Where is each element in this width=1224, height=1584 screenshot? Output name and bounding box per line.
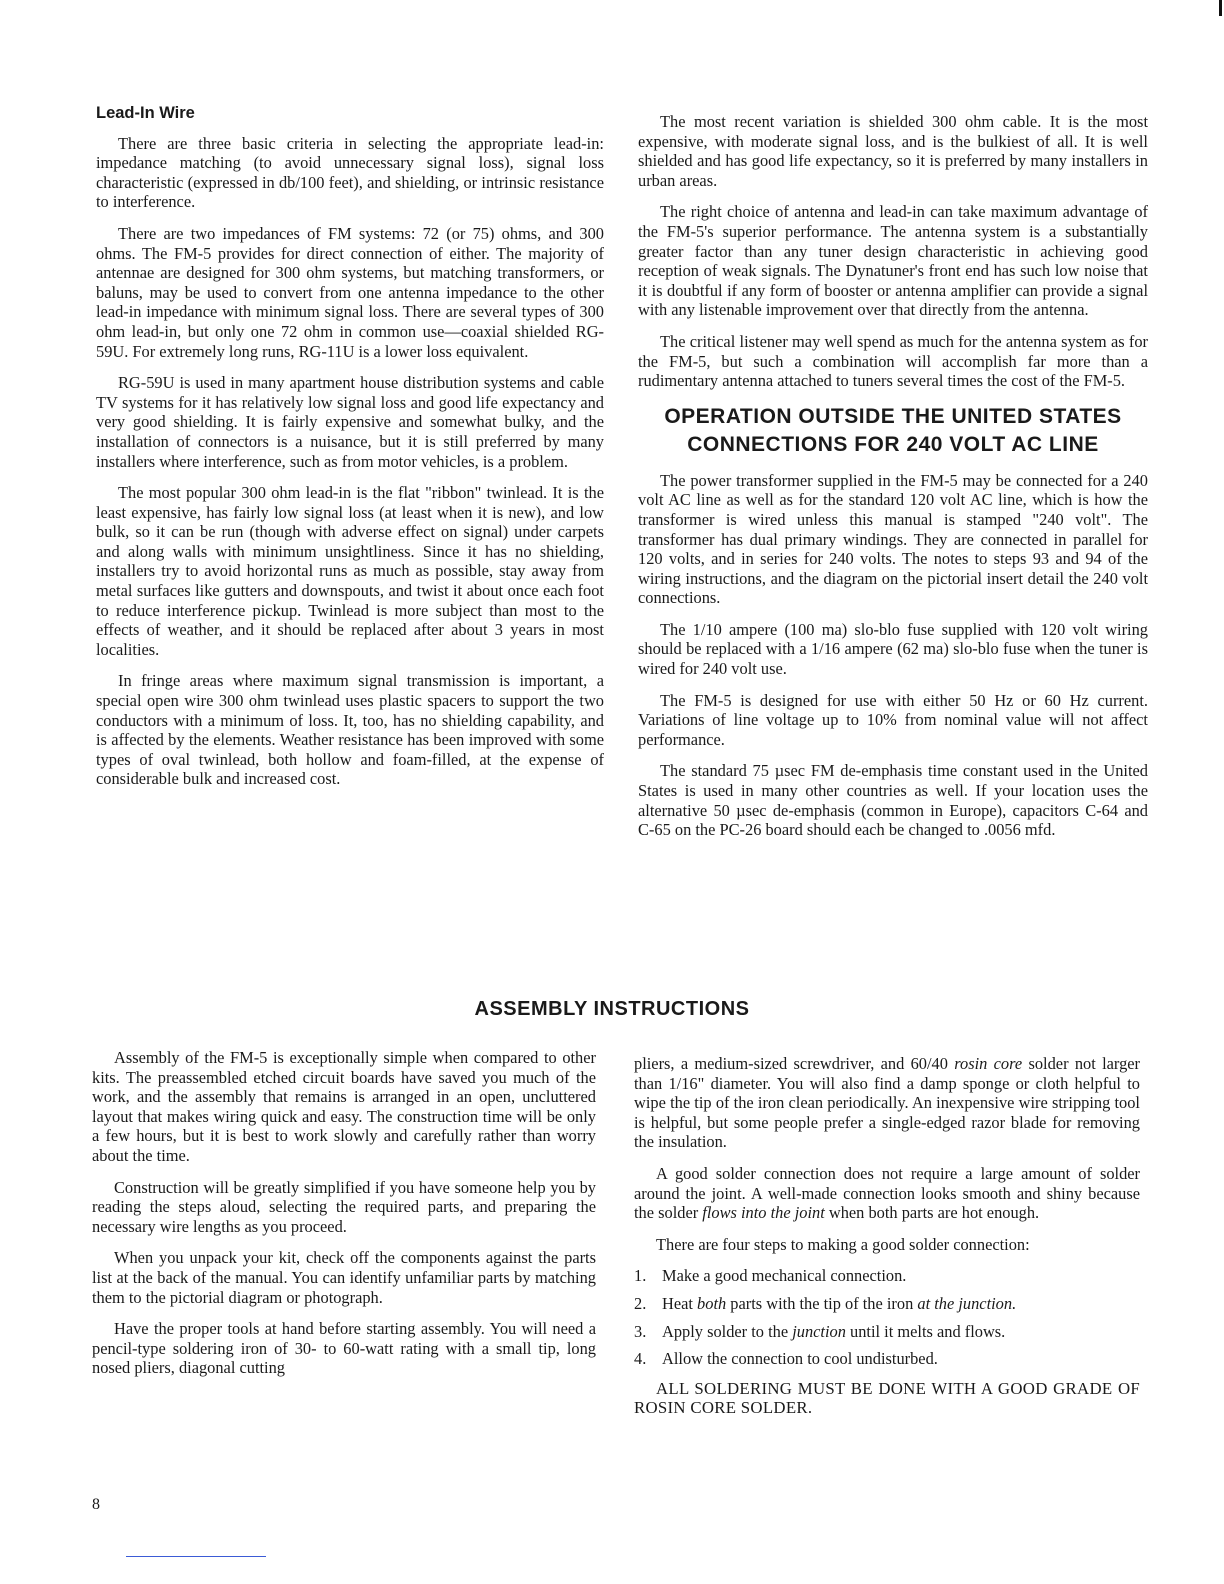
step-number: 3. [634,1321,647,1341]
right-column-top [638,112,1148,852]
text-run: A good solder connection does not require a large amount of solder around the joint. A well-made connection looks smooth and shiny because the solder [634,1163,1140,1223]
paragraph: The 1/10 ampere (100 ma) slo-blo fuse supplied with 120 volt wiring should be replaced with a 1/16 ampere (62 ma) slo-blo fuse when the tuner is wired for 240 volt use. [638,619,1148,679]
heading-line: OPERATION OUTSIDE THE UNITED STATES [664,404,1122,428]
text-run: Heat [662,1293,698,1313]
left-column-top [96,104,604,801]
text-run: parts with the tip of the iron [726,1293,918,1313]
paragraph [634,1054,1140,1152]
paragraph: In fringe areas where maximum signal transmission is important, a special open wire 300 ohm twinlead uses plastic spacers to support the two conductors with a minimum of loss. It, too, has no shielding capability, and is affected by the elements. Weather resistance has been improved with some types of oval twinlead, both hollow and foam-filled, at the expense of considerable bulk and increased cost. [96,671,604,789]
operation-outside-us-heading [638,403,1148,459]
scan-edge-line [126,1556,266,1557]
list-item [634,1349,1140,1369]
paragraph: The standard 75 µsec FM de-emphasis time constant used in the United States is used in many other countries as well. If your location uses the alternative 50 µsec de-emphasis (common in Europe), capacitors C-64 and C-65 on the PC-26 board should each be changed to .0056 mfd. [638,761,1148,840]
heading-line: CONNECTIONS FOR 240 VOLT AC LINE [687,432,1099,456]
scan-edge-mark [1219,0,1222,16]
emphasis: at the junction. [917,1293,1017,1313]
text-run: pliers, a medium-sized screwdriver, and 60/40 [634,1054,955,1073]
paragraph: When you unpack your kit, check off the components against the parts list at the back of the manual. You can identify unfamiliar parts by matching them to the pictorial diagram or photograph. [92,1248,596,1307]
paragraph: There are two impedances of FM systems: 72 (or 75) ohms, and 300 ohms. The FM-5 provides for direct connection of either. The majority of antennae are designed for 300 ohm systems, but matching transformers, or baluns, may be used to convert from one antenna impedance to the other lead-in impedance with minimum signal loss. There are several types of 300 ohm lead-in, but only one 72 ohm in common use—coaxial shielded RG-59U. For extremely long runs, RG-11U is a lower loss equivalent. [96,223,604,361]
text-run: until it melts and flows. [845,1321,1006,1341]
text-run: solder not larger than 1/16" diameter. You will also find a damp sponge or cloth helpful to wipe the tip of the iron clean periodically. An inexpensive wire stripping tool is helpful, but some people prefer a single-edged razor blade for removing the insulation. [634,1054,1140,1152]
paragraph: The FM-5 is designed for use with either 50 Hz or 60 Hz current. Variations of line voltage up to 10% from nominal value will not affect performance. [638,690,1148,749]
paragraph: The most popular 300 ohm lead-in is the flat "ribbon" twinlead. It is the least expensive, has fairly low signal loss (at least when it is new), and low bulk, so it can be run (though with adverse effect on signal) under carpets and along walls with minimum unsightliness. Since it has no shielding, installers try to avoid horizontal runs as much as possible, stay away from metal surfaces like gutters and downspouts, and twist it about once each foot to reduce interference pickup. Twinlead is more subject than most to the effects of weather, and it should be replaced after about 3 years in most localities. [96,483,604,659]
text-run: Apply solder to the [662,1321,793,1341]
paragraph: Construction will be greatly simplified if you have someone help you by reading the steps aloud, selecting the required parts, and preparing the necessary wire lengths as you proceed. [92,1177,596,1236]
solder-steps-list [634,1266,1140,1368]
list-item [634,1294,1140,1314]
lead-in-wire-heading: Lead-In Wire [96,104,195,122]
list-item [634,1266,1140,1286]
soldering-warning: ALL SOLDERING MUST BE DONE WITH A GOOD GRADE OF ROSIN CORE SOLDER. [634,1378,1140,1418]
step-text [662,1349,938,1369]
paragraph: The most recent variation is shielded 300 ohm cable. It is the most expensive, with moderate signal loss, and is the bulkiest of all. It is well shielded and has good life expectancy, so it is preferred by many installers in urban areas. [638,112,1148,190]
paragraph: The right choice of antenna and lead-in can take maximum advantage of the FM-5's superior performance. The antenna system is a substantially greater factor than any tuner design characteristic in achieving good reception of weak signals. The Dynatuner's front end has such low noise that it is doubtful if any form of booster or antenna amplifier can provide a signal with any listenable improvement over that directly from the antenna. [638,202,1148,320]
emphasis: rosin core [954,1054,1023,1073]
assembly-right-column [634,1054,1140,1430]
emphasis: both [697,1293,727,1313]
emphasis: junction [792,1321,846,1341]
text-run: Make a good mechanical connection. [662,1266,907,1286]
step-text [662,1266,906,1286]
text-run: Allow the connection to cool undisturbed. [662,1349,938,1369]
assembly-instructions-heading: ASSEMBLY INSTRUCTIONS [474,998,750,1020]
step-text [662,1294,1016,1314]
text-run: when both parts are hot enough. [824,1203,1040,1223]
paragraph: The power transformer supplied in the FM-5 may be connected for a 240 volt AC line as well as for the standard 120 volt AC line, which is how the transformer is wired unless this manual is stamped "240 volt". The transformer has dual primary windings. They are connected in parallel for 120 volts, and in series for 240 volts. The notes to steps 93 and 94 of the wiring instructions, and the diagram on the pictorial insert detail the 240 volt connections. [638,470,1148,608]
paragraph: There are three basic criteria in selecting the appropriate lead-in: impedance matching (to avoid unnecessary signal loss), signal loss characteristic (expressed in db/100 feet), and shielding, or intrinsic resistance to interference. [96,133,604,212]
step-number: 2. [634,1293,647,1313]
paragraph: RG-59U is used in many apartment house distribution systems and cable TV systems for it has relatively low signal loss and good life expectancy and very good shielding. It is fairly expensive and somewhat bulky, and the installation of connectors is a nuisance, but it is still preferred by many installers where interference, such as from motor vehicles, is a problem. [96,373,604,471]
paragraph: Have the proper tools at hand before starting assembly. You will need a pencil-type soldering iron of 30- to 60-watt rating with a small tip, long nosed pliers, diagonal cutting [92,1319,596,1378]
step-number: 1. [634,1266,647,1286]
paragraph: There are four steps to making a good solder connection: [656,1234,1030,1254]
emphasis: flows into the joint [702,1203,825,1223]
paragraph [634,1164,1140,1223]
list-item [634,1322,1140,1342]
page-number: 8 [92,1496,100,1513]
assembly-left-column [92,1048,596,1390]
paragraph: The critical listener may well spend as much for the antenna system as for the FM-5, but such a combination will accomplish far more than a rudimentary antenna attached to tuners several times the cost of the FM-5. [638,331,1148,391]
paragraph: Assembly of the FM-5 is exceptionally simple when compared to other kits. The preassembled etched circuit boards have saved you much of the work, and the assembly that remains is arranged in an open, uncluttered layout that makes wiring quick and easy. The construction time will be only a few hours, but it is best to work slowly and carefully rather than worry about the time. [92,1048,596,1165]
step-number: 4. [634,1349,647,1369]
step-text [662,1322,1005,1342]
